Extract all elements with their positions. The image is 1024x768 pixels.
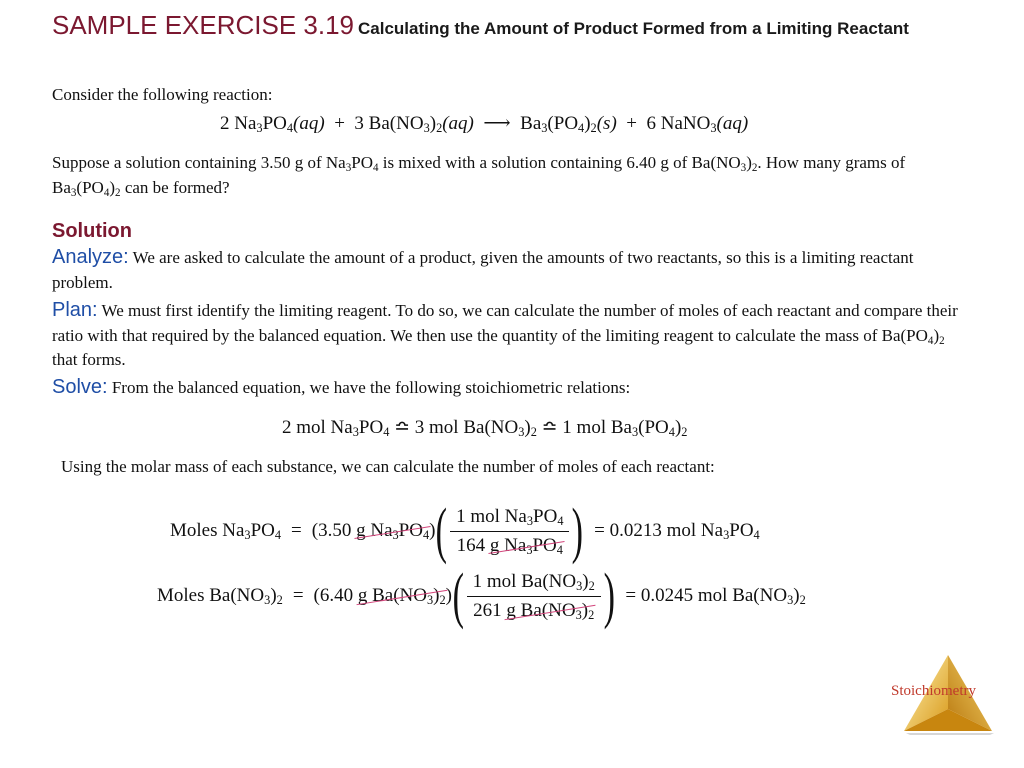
moles-na3po4-equation: Moles $Na_3PO_4$ = (3.50 g $Na_3PO_4$) ( $\frac{1 mol Na_3PO_4}{164 g Na_3PO_4}$ ) = 0.0213 mol $Na_3PO_4$ <box>170 497 760 565</box>
given-mass: (6.40 g $Ba(NO_3)_2$) <box>313 585 452 608</box>
analyze-paragraph: Analyze: We are asked to calculate the amount of a product, given the amounts of two reactants, so this is a limiting reactant problem. <box>52 246 914 292</box>
reaction-equation <box>220 112 748 135</box>
exercise-label: SAMPLE EXERCISE 3.19 <box>52 10 355 40</box>
reactant-2: 3 $Ba(NO_3)_2(aq)$ <box>354 113 474 136</box>
reactant-1: 2 $Na_3PO_4(aq)$ <box>220 113 325 136</box>
product-1: $Ba_3(PO_4)_2(s)$ <box>520 113 617 136</box>
solve-paragraph: Solve: From the balanced equation, we have the following stoichiometric relations: <box>52 376 631 398</box>
plan-paragraph: Plan: We must first identify the limiting reagent. To do so, we can calculate the number of moles of each reactant and compare their ratio with that required by the balanced equation. We then use the quantity of the limiting reagent to calculate the mass of $Ba(PO_4)_2$ that forms. <box>52 299 958 369</box>
stoichiometric-relation: 2 mol $Na_3PO_4$ ≏ 3 mol $Ba(NO_3)_2$ ≏ 1 mol $Ba_3(PO_4)_2$ <box>282 417 688 440</box>
solve-label: Solve: <box>52 376 108 398</box>
equation-result: = 0.0245 mol $Ba(NO_3)_2$ <box>625 585 806 608</box>
plan-label: Plan: <box>52 299 98 321</box>
solution-heading: Solution <box>52 220 132 242</box>
molar-mass-intro: Using the molar mass of each substance, we can calculate the number of moles of each reactant: <box>61 457 715 476</box>
product-2: 6 NaNO$_3$(aq) <box>646 113 749 136</box>
plus-sign: + <box>626 113 637 134</box>
exercise-title: Calculating the Amount of Product Formed from a Limiting Reactant <box>358 19 909 38</box>
equation-lhs: Moles $Na_3PO_4$ <box>170 520 282 543</box>
equation-lhs: Moles $Ba(NO_3)_2$ <box>157 585 283 608</box>
problem-intro: Consider the following reaction: <box>52 85 273 104</box>
problem-question: Suppose a solution containing 3.50 g of $Na_3PO_4$ is mixed with a solution containing 6.40 g of $Ba(NO_3)_2$. How many grams of $Ba_3(PO_4)_2$ can be formed? <box>52 153 906 199</box>
given-mass: (3.50 g $Na_3PO_4$) <box>311 520 436 543</box>
analyze-label: Analyze: <box>52 246 129 268</box>
conversion-fraction: $\frac{1 mol Na_3PO_4}{164 g Na_3PO_4}$ <box>450 506 569 557</box>
plus-sign: + <box>334 113 345 134</box>
equation-result: = 0.0213 mol $Na_3PO_4$ <box>594 520 760 543</box>
conversion-fraction: $\frac{1 mol Ba(NO_3)_2}{261 g Ba(NO_3)_2}$ <box>467 571 601 622</box>
reaction-arrow: ⟶ <box>483 113 511 134</box>
moles-bano32-equation: Moles $Ba(NO_3)_2$ = (6.40 g $Ba(NO_3)_2$) ( $\frac{1 mol Ba(NO_3)_2}{261 g Ba(NO_3)_2}$ ) = 0.0245 mol $Ba(NO_3)_2$ <box>157 562 806 630</box>
logo-label: Stoichiometry <box>891 683 976 699</box>
